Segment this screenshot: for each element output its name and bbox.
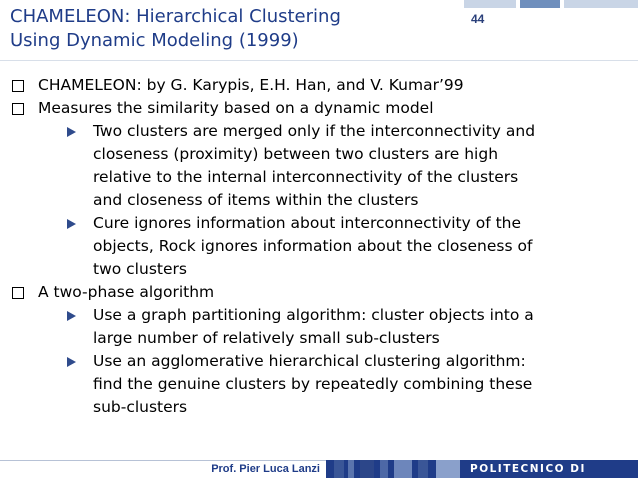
slide-title-line-2: Using Dynamic Modeling (1999) [10,30,299,51]
footer-stripe [360,460,374,478]
bullet-text-level-2: find the genuine clusters by repeatedly combining these [93,375,533,393]
footer-stripe [380,460,388,478]
header-accent-block [464,0,516,8]
slide-title-line-1: CHAMELEON: Hierarchical Clustering [10,6,341,27]
bullet-text-level-2: and closeness of items within the clusters [93,191,419,209]
footer-stripe [436,460,460,478]
footer-stripe [348,460,354,478]
bullet-text-level-2: relative to the internal interconnectivity of the clusters [93,168,519,186]
bullet-text-level-1: Measures the similarity based on a dynamic model [38,99,434,117]
footer-stripe [394,460,412,478]
bullet-text-level-2: Cure ignores information about interconnectivity of the [93,214,522,232]
checkbox-bullet-icon [12,80,24,92]
bullet-text-level-1: CHAMELEON: by G. Karypis, E.H. Han, and V. Kumar’99 [38,76,464,94]
bullet-text-level-2: Two clusters are merged only if the interconnectivity and [93,122,536,140]
arrow-bullet-icon [67,127,76,137]
footer-stripe [334,460,344,478]
slide-title [10,5,341,53]
checkbox-bullet-icon [12,103,24,115]
footer-organization: POLITECNICO DI MILANO [470,463,586,490]
bullet-text-level-2: objects, Rock ignores information about the closeness of [93,237,533,255]
bullet-text-level-2: Use a graph partitioning algorithm: cluster objects into a [93,306,534,324]
header-accent-block [564,0,638,8]
bullet-text-level-2: large number of relatively small sub-clusters [93,329,440,347]
arrow-bullet-icon [67,219,76,229]
checkbox-bullet-icon [12,287,24,299]
arrow-bullet-icon [67,311,76,321]
arrow-bullet-icon [67,357,76,367]
footer-divider [0,460,326,461]
bullet-text-level-1: A two-phase algorithm [38,283,215,301]
slide-number: 44 [471,12,485,26]
header-accent-block [520,0,560,8]
bullet-text-level-2: Use an agglomerative hierarchical clustering algorithm: [93,352,526,370]
footer-stripe [418,460,428,478]
title-divider [0,60,638,61]
footer-author: Prof. Pier Luca Lanzi [211,463,320,475]
bullet-text-level-2: two clusters [93,260,187,278]
bullet-text-level-2: sub-clusters [93,398,188,416]
bullet-text-level-2: closeness (proximity) between two clusters are high [93,145,499,163]
